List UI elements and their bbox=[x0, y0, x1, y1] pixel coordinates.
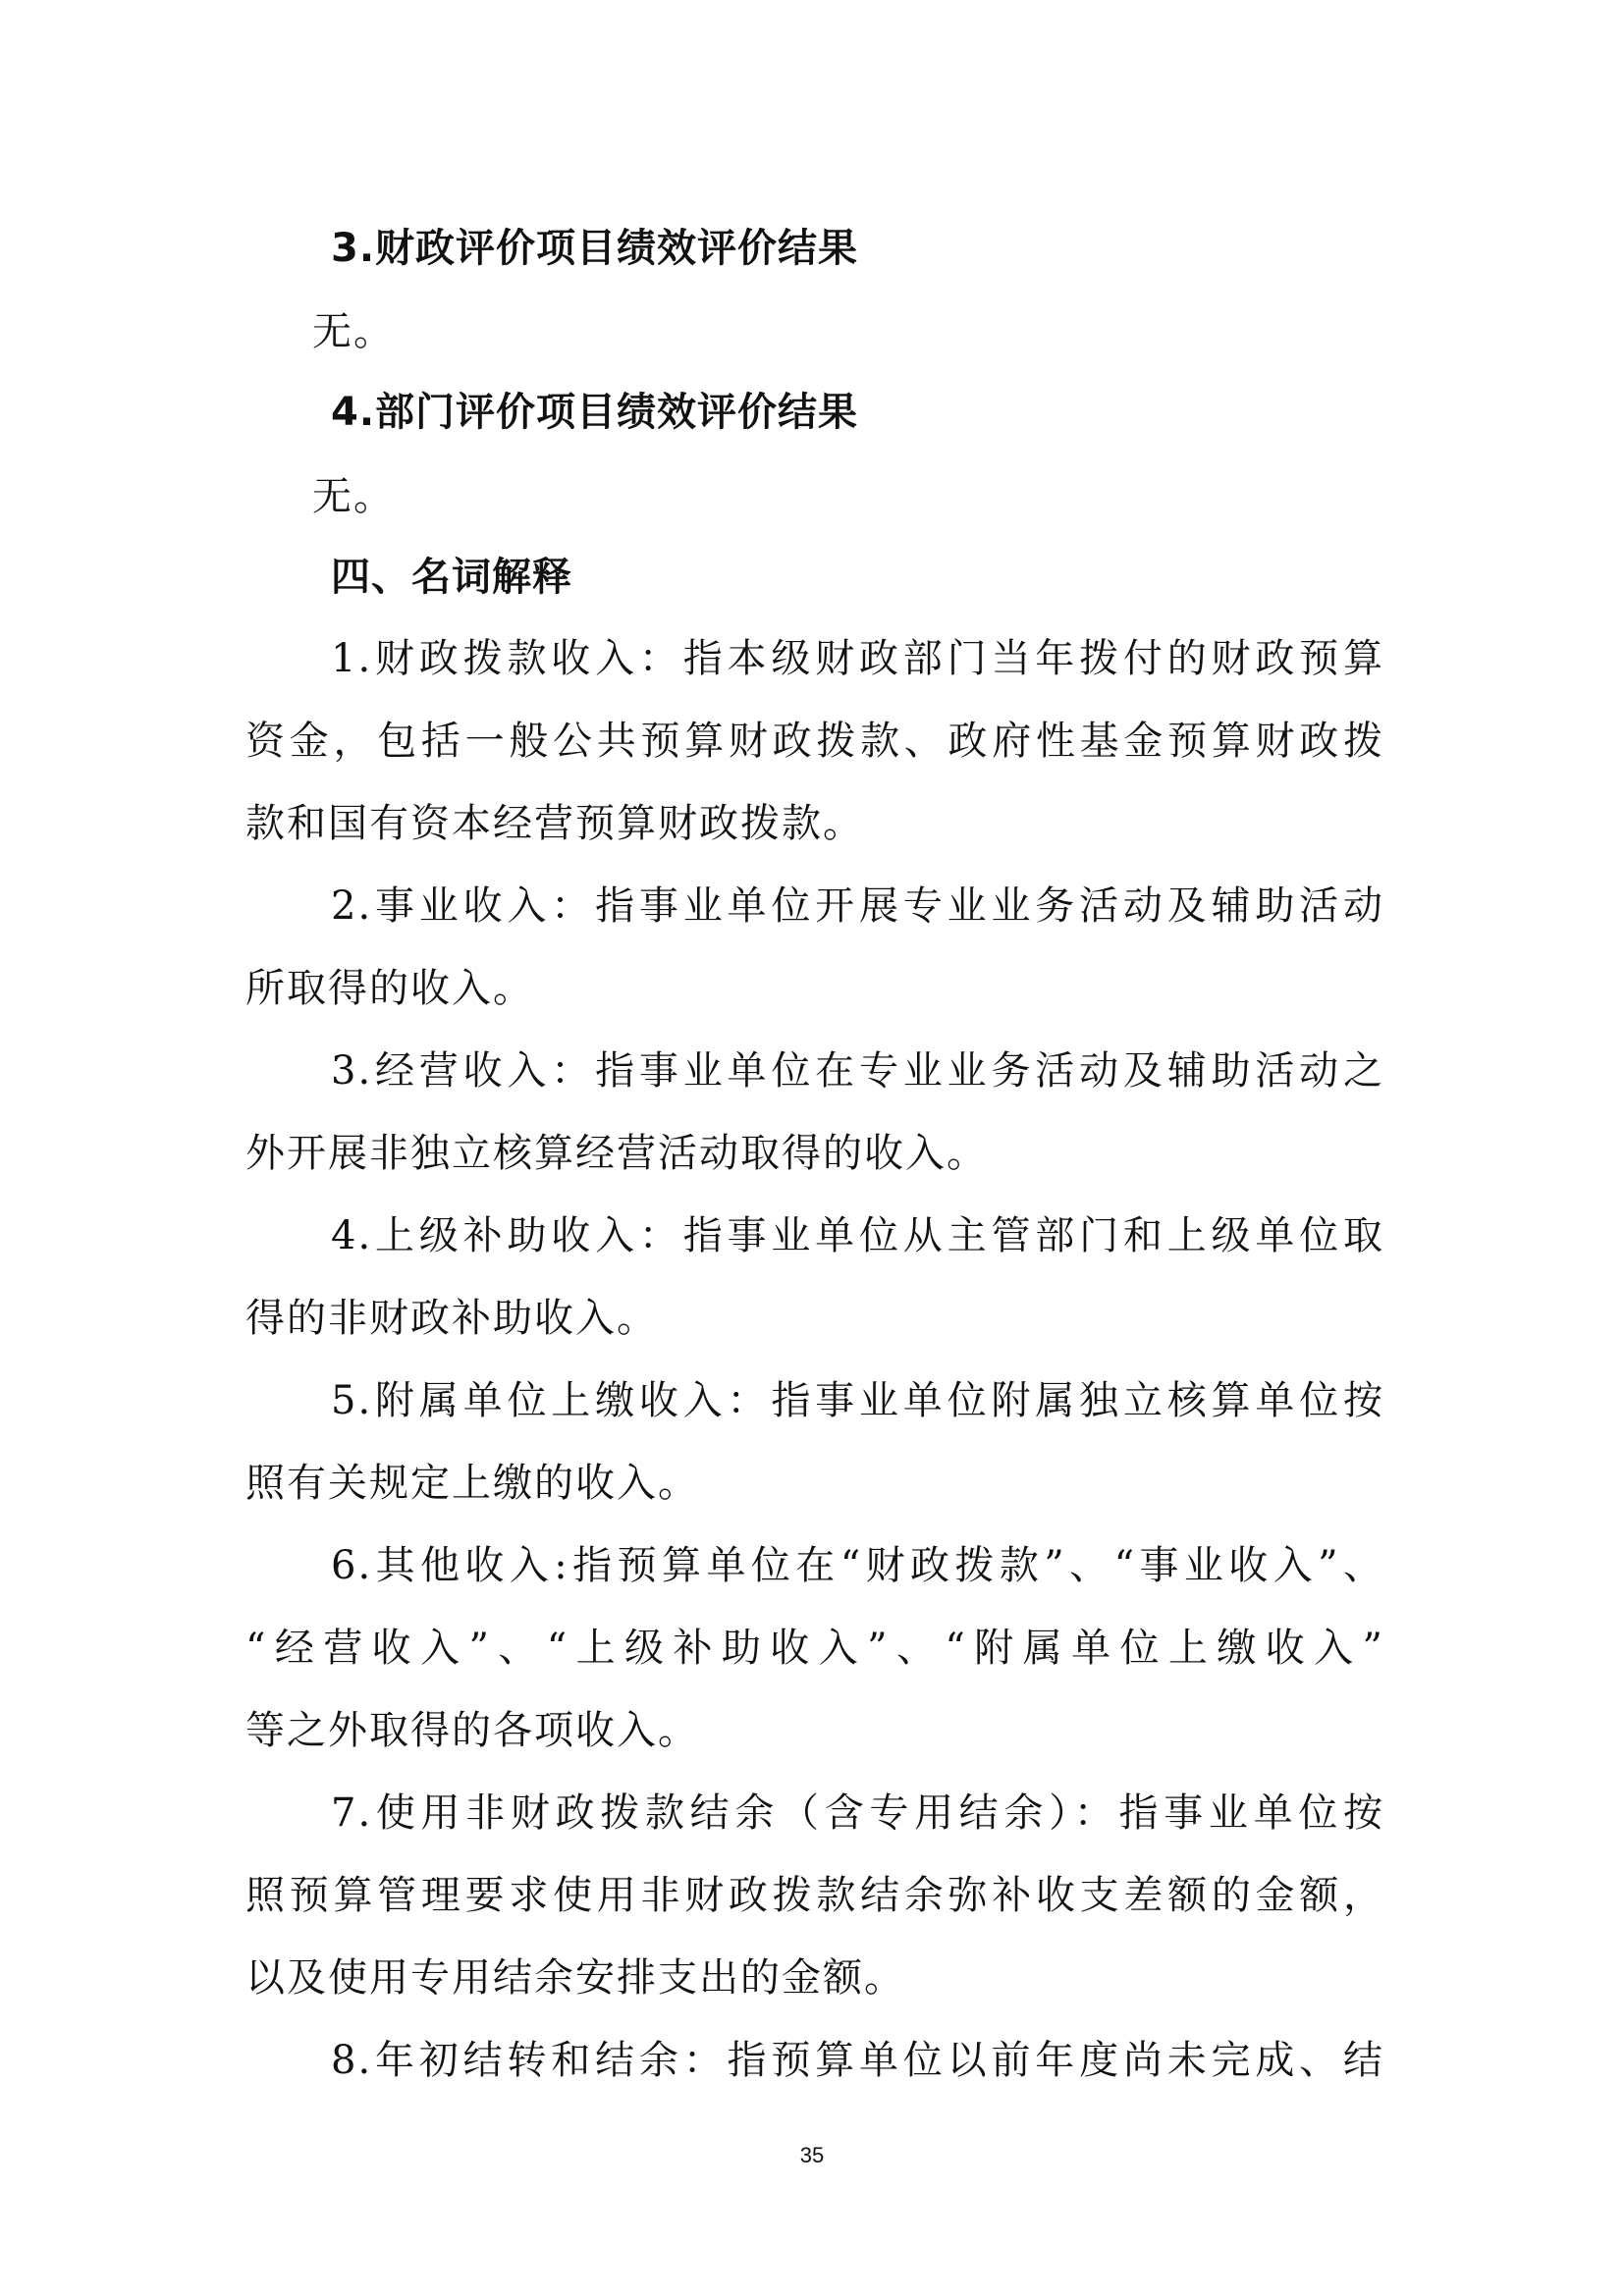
definition-5-line-2: 照有关规定上缴的收入。 bbox=[245, 1461, 699, 1506]
definition-1-line-2: 资金，包括一般公共预算财政拨款、政府性基金预算财政拨 bbox=[245, 719, 1384, 764]
definition-3-line-1: 3.经营收入：指事业单位在专业业务活动及辅助活动之 bbox=[331, 1048, 1384, 1094]
section-body-4: 无。 bbox=[312, 474, 395, 519]
section-heading-terms: 四、名词解释 bbox=[331, 555, 572, 600]
section-body-3: 无。 bbox=[312, 309, 395, 354]
definition-6-line-1: 6.其他收入:指预算单位在“财政拨款”、“事业收入”、 bbox=[331, 1543, 1384, 1588]
definition-6-line-2: “经营收入”、“上级补助收入”、“附属单位上缴收入” bbox=[245, 1626, 1384, 1671]
definition-5-line-1: 5.附属单位上缴收入：指事业单位附属独立核算单位按 bbox=[331, 1378, 1384, 1423]
section-heading-3: 3.财政评价项目绩效评价结果 bbox=[331, 226, 859, 271]
definition-2-line-2: 所取得的收入。 bbox=[245, 966, 534, 1011]
definition-6-line-3: 等之外取得的各项收入。 bbox=[245, 1708, 699, 1753]
definition-1-line-3: 款和国有资本经营预算财政拨款。 bbox=[245, 801, 864, 846]
definition-1-line-1: 1.财政拨款收入：指本级财政部门当年拨付的财政预算 bbox=[331, 636, 1384, 681]
page-number: 35 bbox=[799, 2143, 825, 2167]
definition-4-line-2: 得的非财政补助收入。 bbox=[245, 1296, 658, 1341]
definition-7-line-3: 以及使用专用结余安排支出的金额。 bbox=[245, 1955, 905, 2001]
definition-7-line-2: 照预算管理要求使用非财政拨款结余弥补收支差额的金额， bbox=[245, 1873, 1384, 1918]
definition-4-line-1: 4.上级补助收入：指事业单位从主管部门和上级单位取 bbox=[331, 1213, 1384, 1258]
definition-3-line-2: 外开展非独立核算经营活动取得的收入。 bbox=[245, 1131, 988, 1176]
section-heading-4: 4.部门评价项目绩效评价结果 bbox=[331, 390, 859, 435]
definition-2-line-1: 2.事业收入：指事业单位开展专业业务活动及辅助活动 bbox=[331, 883, 1384, 929]
definition-7-line-1: 7.使用非财政拨款结余（含专用结余）：指事业单位按 bbox=[331, 1790, 1384, 1836]
definition-8-line-1: 8.年初结转和结余：指预算单位以前年度尚未完成、结 bbox=[331, 2038, 1384, 2083]
